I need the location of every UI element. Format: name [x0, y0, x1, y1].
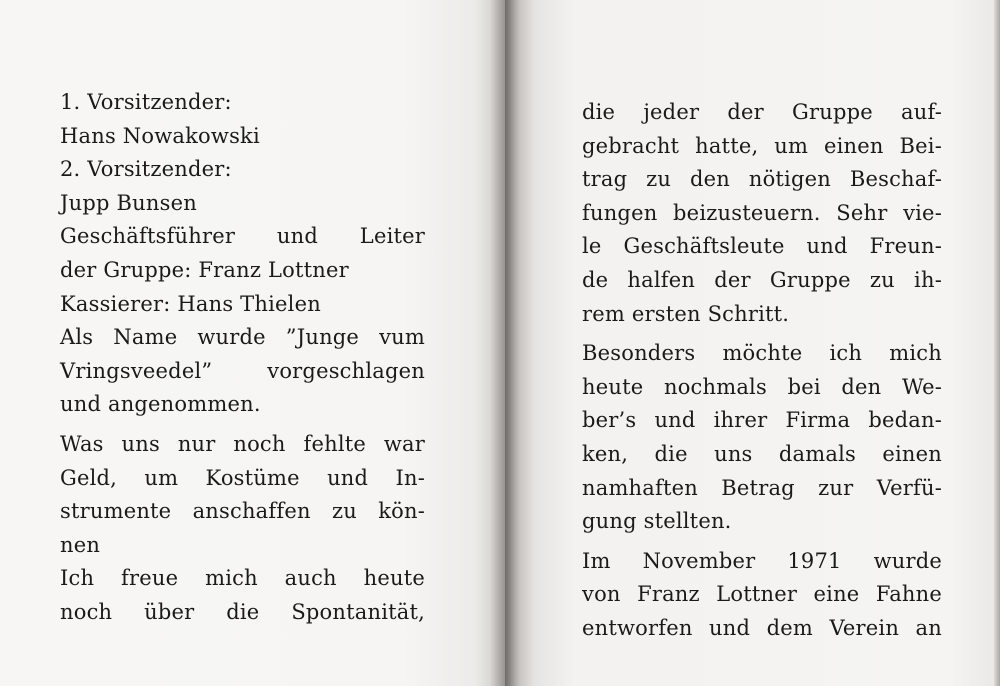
text-line: Geld, um Kostüme und In-	[60, 465, 425, 490]
left-page-text	[60, 86, 425, 630]
text-line: Im November 1971 wurde	[582, 548, 942, 573]
text-line: strumente anschaffen zu kön-	[60, 499, 425, 524]
page-edge	[994, 0, 1000, 686]
text-line: le Geschäftsleute und Freun-	[582, 234, 942, 259]
text-line: Kassierer: Hans Thielen	[60, 291, 321, 316]
text-line: 2. Vorsitzender:	[60, 157, 232, 182]
text-line: Besonders möchte ich mich	[582, 341, 942, 366]
text-line: Jupp Bunsen	[60, 190, 197, 215]
text-line: der Gruppe: Franz Lottner	[60, 257, 349, 282]
text-line: trag zu den nötigen Beschaf-	[582, 167, 942, 192]
text-line: noch über die Spontanität,	[60, 599, 425, 624]
text-line: die jeder der Gruppe auf-	[582, 100, 942, 124]
text-line: gung stellten.	[582, 509, 732, 534]
text-line: ken, die uns damals einen	[582, 441, 942, 466]
text-line: de halfen der Gruppe zu ih-	[582, 267, 942, 292]
text-line: von Franz Lottner eine Fahne	[582, 582, 942, 607]
text-line: Ich freue mich auch heute	[60, 566, 425, 591]
text-line: gebracht hatte, um einen Bei-	[582, 133, 942, 158]
text-line: ber’s und ihrer Firma bedan-	[582, 408, 942, 433]
text-line: namhaften Betrag zur Verfü-	[582, 475, 942, 500]
right-page-text	[582, 96, 942, 646]
text-line: Geschäftsführer und Leiter	[60, 224, 425, 249]
text-line: Was uns nur noch fehlte war	[60, 431, 425, 456]
text-line: und angenommen.	[60, 392, 261, 417]
text-line: heute nochmals bei den We-	[582, 374, 942, 399]
text-line: entworfen und dem Verein an	[582, 615, 942, 640]
text-line: Vringsveedel” vorgeschlagen	[60, 358, 425, 383]
text-line: nen	[60, 532, 101, 557]
text-line: fungen beizusteuern. Sehr vie-	[582, 200, 942, 225]
text-line: Als Name wurde ”Junge vum	[60, 325, 425, 350]
text-line: Hans Nowakowski	[60, 123, 260, 148]
text-line: rem ersten Schritt.	[582, 301, 790, 326]
text-line: 1. Vorsitzender:	[60, 90, 232, 114]
